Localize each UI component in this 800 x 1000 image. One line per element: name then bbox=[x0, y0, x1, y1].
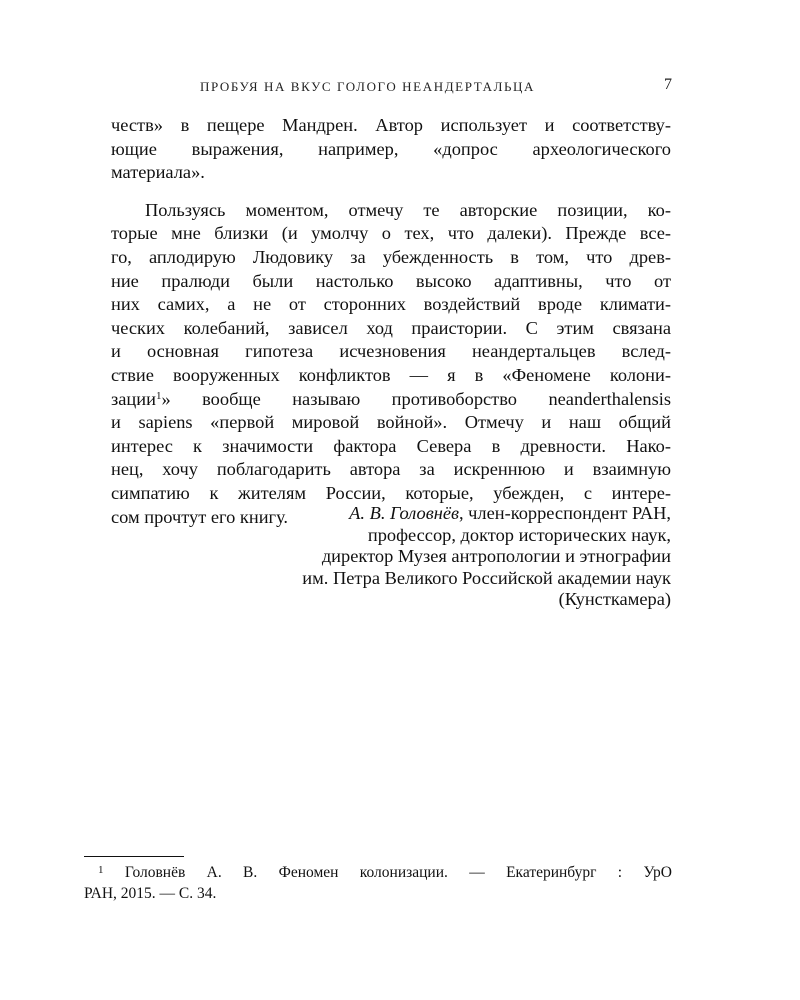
text-line: материала». bbox=[111, 162, 205, 183]
paragraph-2 bbox=[111, 199, 671, 529]
text-line: и sapiens «первой мировой войной». Отмечу и наш общий bbox=[111, 412, 671, 433]
text-line: нец, хочу поблагодарить автора за искреннюю и взаимную bbox=[111, 459, 671, 480]
footnote-line: РАН, 2015. — С. 34. bbox=[84, 884, 217, 902]
text-line: ющие выражения, например, «допрос археологического bbox=[111, 138, 671, 159]
text-segment: » вообще называю противоборство neanderthalensis bbox=[161, 388, 671, 409]
footnote bbox=[84, 863, 672, 904]
text-line: Пользуясь моментом, отмечу те авторские позиции, ко- bbox=[145, 199, 671, 220]
text-line: го, аплодирую Людовику за убежденность в том, что древ- bbox=[111, 246, 671, 267]
footnote-text: Головнёв А. В. Феномен колонизации. — Екатеринбург : УрО bbox=[124, 864, 672, 881]
paragraph-gap bbox=[111, 185, 671, 199]
signature-block bbox=[111, 503, 671, 611]
main-text bbox=[111, 114, 671, 529]
text-line: честв» в пещере Мандрен. Автор использует и соответству- bbox=[111, 115, 671, 135]
signature-line: им. Петра Великого Российской академии наук bbox=[302, 567, 671, 588]
paragraph-1 bbox=[111, 114, 671, 185]
footnote-divider bbox=[84, 856, 184, 857]
footnote-reference[interactable]: 1 bbox=[155, 389, 162, 402]
text-line: сом прочтут его книгу. bbox=[111, 506, 289, 527]
signature-line bbox=[111, 503, 671, 525]
signature-line: директор Музея антропологии и этнографии bbox=[321, 546, 671, 567]
page-number: 7 bbox=[664, 76, 672, 93]
text-segment: зации bbox=[111, 388, 156, 409]
text-line: ние пралюди были настолько высоко адаптивны, что от bbox=[111, 270, 671, 291]
footnote-number: 1 bbox=[98, 864, 104, 876]
text-line-with-footnote bbox=[111, 388, 671, 412]
signature-line: профессор, доктор исторических наук, bbox=[367, 524, 671, 545]
running-title: ПРОБУЯ НА ВКУС ГОЛОГО НЕАНДЕРТАЛЬЦА bbox=[199, 79, 536, 94]
signature-line: (Кунсткамера) bbox=[558, 589, 671, 610]
text-line: ческих колебаний, зависел ход праистории. С этим связана bbox=[111, 317, 671, 338]
text-line: ствие вооруженных конфликтов — я в «Феномене колони- bbox=[111, 364, 671, 385]
author-title: , член-корреспондент РАН, bbox=[458, 503, 671, 523]
text-line: торые мне близки (и умолчу о тех, что далеки). Прежде все- bbox=[111, 223, 671, 244]
text-line: и основная гипотеза исчезновения неандертальцев вслед- bbox=[111, 341, 671, 362]
text-line: интерес к значимости фактора Севера в древности. Нако- bbox=[111, 435, 671, 456]
footnote-line bbox=[84, 863, 672, 884]
author-name: А. В. Головнёв bbox=[349, 503, 459, 523]
text-line: них самих, а не от сторонних воздействий вроде климати- bbox=[111, 294, 671, 315]
text-line: симпатию к жителям России, которые, убежден, с интере- bbox=[111, 482, 671, 503]
